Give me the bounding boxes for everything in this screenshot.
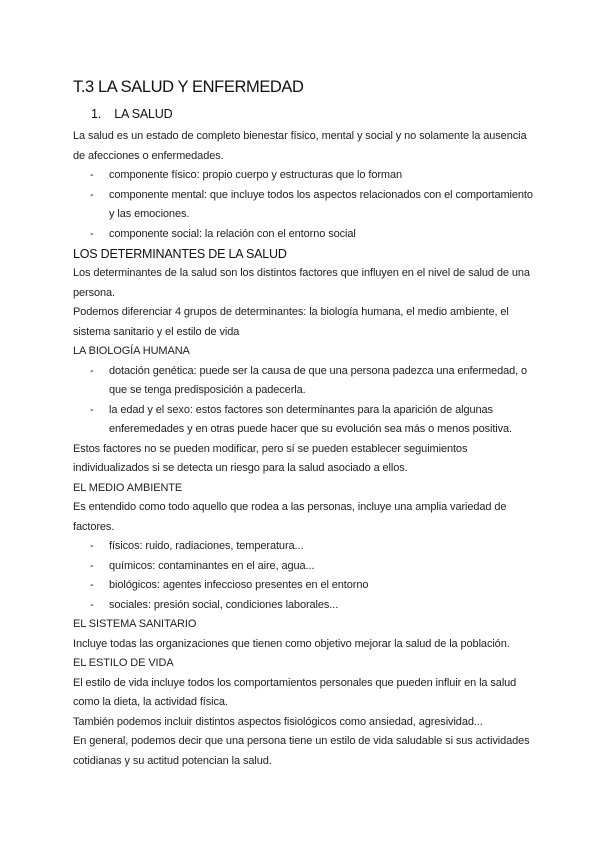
sanitario-heading: EL SISTEMA SANITARIO [73,618,197,630]
medio-paragraph: Es entendido como todo aquello que rodea a las personas, incluye una amplia variedad de factores. [73,501,507,533]
list-item: - componente social: la relación con el entorno social [73,225,533,245]
dash-bullet: - [90,227,94,240]
section-number: 1. [91,107,102,121]
dash-bullet: - [90,188,94,201]
list-item: - biológicos: agentes infeccioso presentes en el entorno [73,576,533,596]
determinantes-heading: LOS DETERMINANTES DE LA SALUD [73,247,287,261]
estilo-paragraph-1: El estilo de vida incluye todos los comportamientos personales que pueden influir en la salud como la dieta, la actividad física. [73,676,517,708]
salud-definition: La salud es un estado de completo bienestar físico, mental y social y no solamente la ausencia de afecciones o enfermedades. [73,130,527,162]
estilo-paragraph-2: También podemos incluir distintos aspectos fisiológicos como ansiedad, agresividad... [73,715,483,728]
dash-bullet: - [90,559,94,572]
sanitario-paragraph: Incluye todas las organizaciones que tienen como objetivo mejorar la salud de la población. [73,637,510,650]
biologia-list [73,362,533,440]
determinantes-paragraph-2: Podemos diferenciar 4 grupos de determinantes: la biología humana, el medio ambiente, el sistema sanitario y el estilo de vida [73,306,509,338]
page-title: T.3 LA SALUD Y ENFERMEDAD [73,78,304,96]
dash-bullet: - [90,169,94,181]
biologia-heading: LA BIOLOGÍA HUMANA [73,345,190,357]
salud-components-list [73,166,533,244]
estilo-heading: EL ESTILO DE VIDA [73,657,174,669]
biologia-paragraph: Estos factores no se pueden modificar, pero sí se pueden establecer seguimientos individualizados si se detecta un riesgo para la salud asociado a ellos. [73,442,468,474]
medio-heading: EL MEDIO AMBIENTE [73,481,183,494]
dash-bullet: - [90,598,94,611]
estilo-paragraph-3: En general, podemos decir que una persona tiene un estilo de vida saludable si sus actividades cotidianas y su actitud potencian la salud. [73,735,530,767]
list-item: - componente mental: que incluye todos los aspectos relacionados con el comportamiento y las emociones. [73,186,533,225]
list-item: - la edad y el sexo: estos factores son determinantes para la aparición de algunas enferemedades y en otras puede hacer que su evolución sea más o menos positiva. [73,401,533,440]
list-item: - componente físico: propio cuerpo y estructuras que lo forman [73,166,533,186]
dash-bullet: - [90,403,94,416]
medio-list [73,537,533,615]
dash-bullet: - [90,540,94,552]
determinantes-paragraph-1: Los determinantes de la salud son los distintos factores que influyen en el nivel de salud de una persona. [73,267,530,299]
list-item: - químicos: contaminantes en el aire, agua... [73,557,533,577]
list-item: - físicos: ruido, radiaciones, temperatura... [73,537,533,557]
document-content [73,76,533,771]
list-item: - dotación genética: puede ser la causa de que una persona padezca una enfermedad, o que se tenga predisposición a padecerla. [73,362,533,401]
section-heading-text: LA SALUD [114,107,173,121]
list-item: - sociales: presión social, condiciones laborales... [73,596,533,616]
dash-bullet: - [90,579,94,591]
dash-bullet: - [90,364,94,377]
section-heading-salud [91,104,533,124]
